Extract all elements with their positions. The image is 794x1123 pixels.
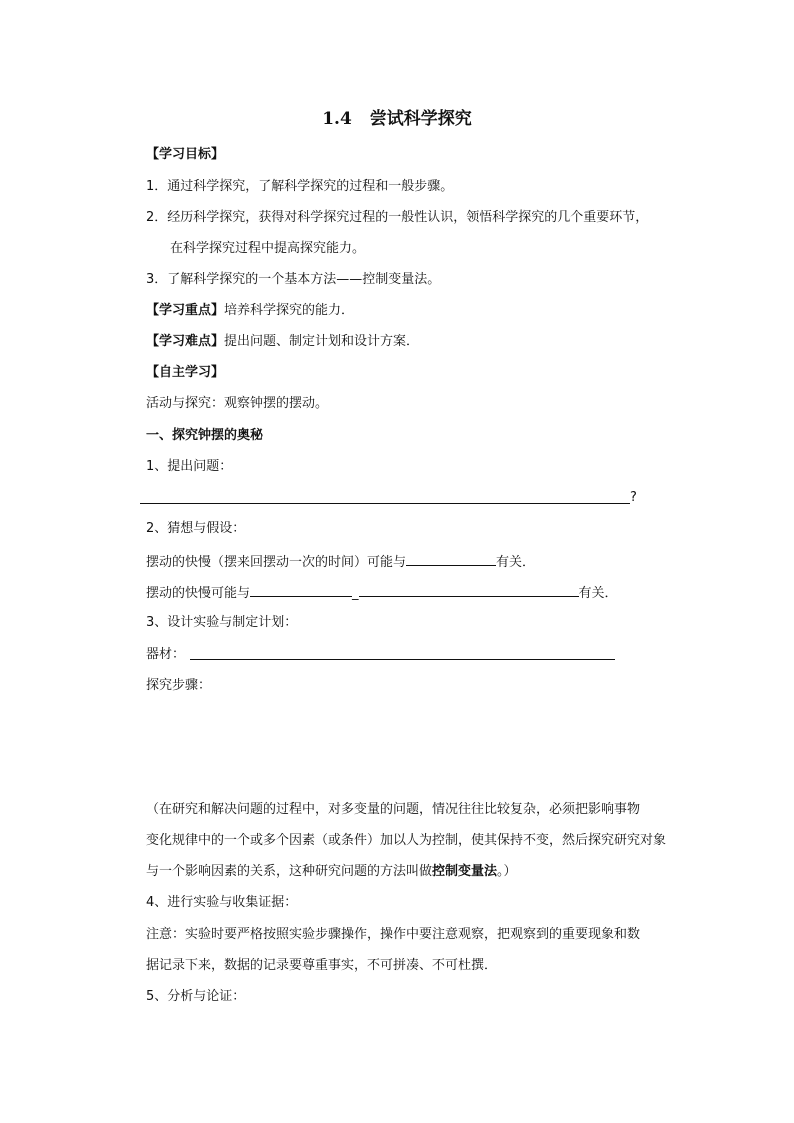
goal-1: 1．通过科学探究，了解科学探究的过程和一般步骤。 [146, 179, 454, 194]
page-title [0, 104, 794, 129]
hypothesis-2-suffix: 有关． [578, 586, 618, 601]
question-1-answer-line [140, 503, 630, 504]
goal-2-line-1: 2．经历科学探究，获得对科学探究过程的一般性认识，领悟科学探究的几个重要环节， [146, 210, 649, 225]
question-5-label: 5、分析与论证： [146, 989, 246, 1004]
question-mark: ? [630, 490, 637, 505]
hypothesis-1-suffix: 有关． [496, 555, 536, 570]
difficult-point-text: 提出问题、制定计划和设计方案． [224, 334, 420, 349]
hypothesis-2-prefix: 摆动的快慢可能与 [146, 586, 251, 601]
control-variable-term: 控制变量法 [432, 864, 498, 879]
question-4-label: 4、进行实验与收集证据： [146, 895, 298, 910]
goal-3: 3．了解科学探究的一个基本方法——控制变量法。 [146, 272, 441, 287]
note-line-3 [146, 863, 517, 881]
caution-line-1: 注意：实验时要严格按照实验步骤操作，操作中要注意观察，把观察到的重要现象和数 [146, 927, 641, 942]
key-point-label: 【学习重点】 [146, 303, 225, 318]
question-2-label: 2、猜想与假设： [146, 521, 246, 536]
activity-text: 活动与探究：观察钟摆的摆动。 [146, 396, 329, 411]
hypothesis-2-blank-b [359, 583, 579, 597]
goals-heading: 【学习目标】 [146, 147, 225, 162]
hypothesis-1-prefix: 摆动的快慢（摆来回摆动一次的时间）可能与 [146, 555, 407, 570]
hypothesis-2-separator: _ [352, 586, 359, 601]
note-line-3-suffix: 。） [497, 864, 517, 879]
section-1-heading: 一、探究钟摆的奥秘 [146, 428, 264, 443]
question-3-label: 3、设计实验与制定计划： [146, 615, 298, 630]
title-text: 尝试科学探究 [369, 109, 472, 129]
hypothesis-1-blank [406, 552, 496, 566]
section-number: 1.4 [322, 109, 352, 129]
note-line-3-prefix: 与一个影响因素的关系，这种研究问题的方法叫做 [146, 864, 433, 879]
steps-label: 探究步骤： [146, 678, 212, 693]
hypothesis-line-2 [146, 583, 618, 603]
key-point-text: 培养科学探究的能力． [224, 303, 355, 318]
self-study-heading: 【自主学习】 [146, 365, 225, 380]
key-point [146, 302, 354, 320]
hypothesis-line-1 [146, 552, 535, 572]
hypothesis-2-blank-a [250, 583, 352, 597]
difficult-point [146, 333, 419, 351]
equipment-answer-line [190, 659, 615, 660]
caution-line-2: 据记录下来，数据的记录要尊重事实，不可拼凑、不可杜撰． [146, 958, 498, 973]
equipment-label: 器材： [146, 647, 186, 662]
note-line-2: 变化规律中的一个或多个因素（或条件）加以人为控制，使其保持不变，然后探究研究对象 [146, 833, 667, 848]
note-line-1: （在研究和解决问题的过程中，对多变量的问题，情况往往比较复杂，必须把影响事物 [146, 802, 641, 817]
difficult-point-label: 【学习难点】 [146, 334, 225, 349]
question-1-label: 1、提出问题： [146, 459, 233, 474]
goal-2-line-2: 在科学探究过程中提高探究能力。 [170, 241, 366, 256]
